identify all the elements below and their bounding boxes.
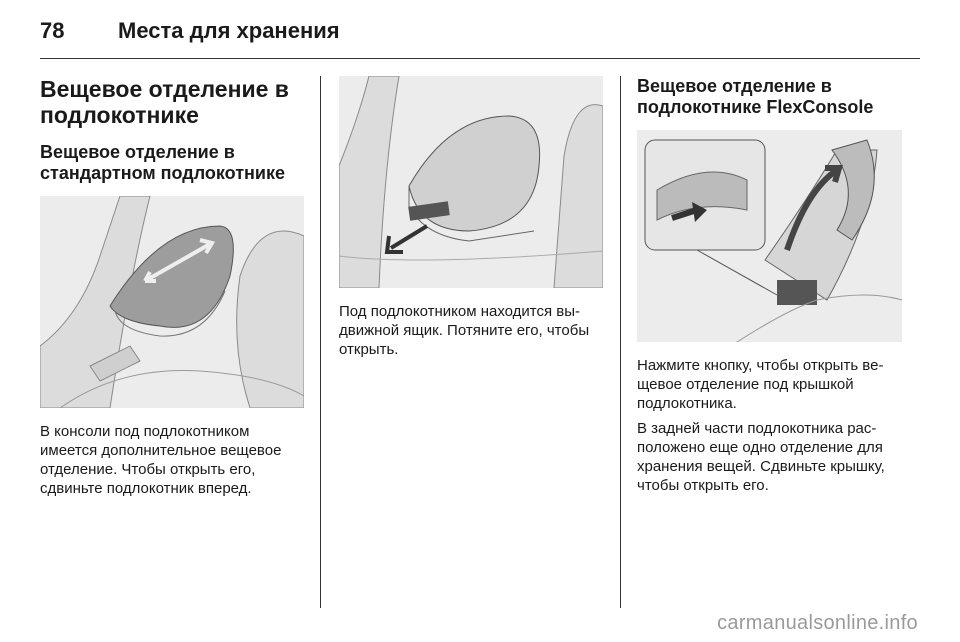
page-number: 78 bbox=[40, 18, 65, 43]
column-divider-2 bbox=[620, 76, 621, 608]
column-2 bbox=[339, 76, 603, 365]
watermark: carmanualsonline.info bbox=[717, 612, 918, 634]
subsection-heading: Вещевое отделение в стандартном подлокотнике bbox=[40, 142, 286, 183]
body-text: В задней части подлокотника рас-положено еще одно отделение для хранения вещей. Сдвиньте крышку, чтобы открыть его. bbox=[637, 420, 885, 494]
body-text: Нажмите кнопку, чтобы открыть ве-щевое отделение под крышкой подлокотника. bbox=[637, 357, 884, 412]
drawer-illustration bbox=[339, 76, 603, 288]
body-text: В консоли под подлокотником имеется дополнительное вещевое отделение. Чтобы открыть его, сдвиньте подлокотник вперед. bbox=[40, 423, 282, 497]
column-1 bbox=[40, 76, 304, 504]
column-3 bbox=[637, 76, 902, 501]
header-rule bbox=[40, 58, 920, 59]
flexconsole-illustration bbox=[637, 130, 902, 342]
page-header-title: Места для хранения bbox=[118, 18, 340, 43]
body-text: Под подлокотником находится вы-движной ящик. Потяните его, чтобы открыть. bbox=[339, 303, 590, 358]
armrest-illustration bbox=[40, 196, 304, 408]
column-divider-1 bbox=[320, 76, 321, 608]
section-heading: Вещевое отделение в подлокотнике bbox=[40, 76, 289, 128]
subsection-heading: Вещевое отделение в подлокотнике FlexConsole bbox=[637, 76, 874, 117]
